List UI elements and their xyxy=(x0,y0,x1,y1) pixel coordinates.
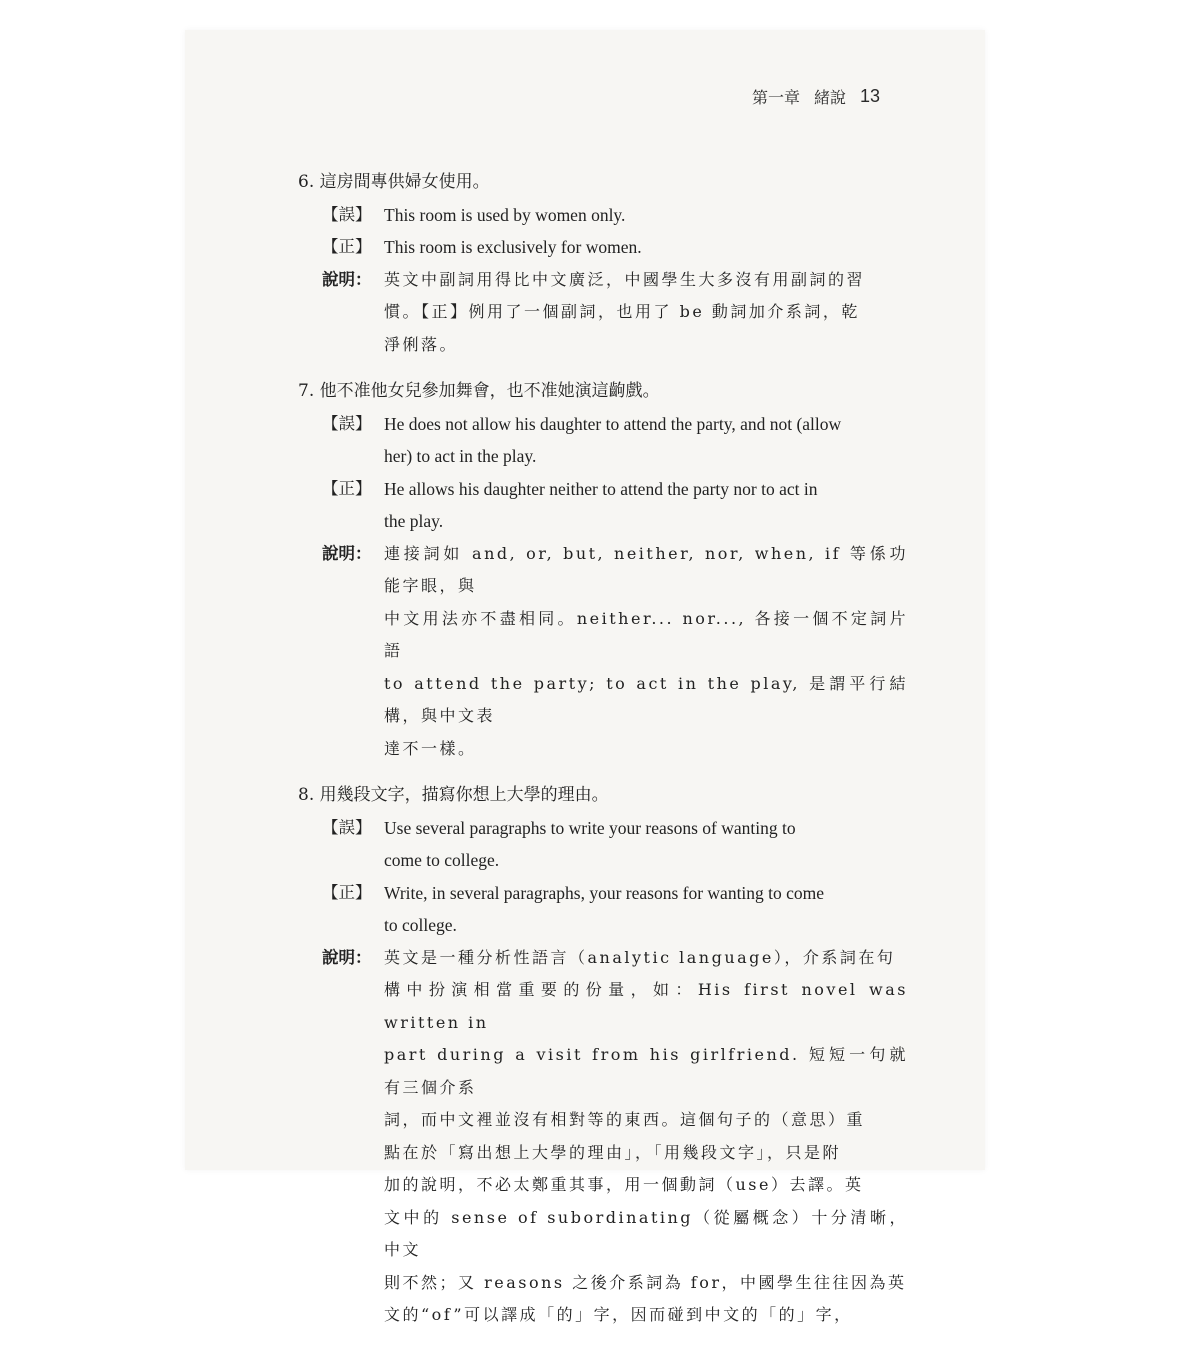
wrong-line: He does not allow his daughter to attend the party, and not (allow xyxy=(384,413,842,434)
right-line: He allows his daughter neither to attend the party nor to act in xyxy=(384,478,818,499)
explanation-line: 中文用法亦不盡相同。neither... nor..., 各接一個不定詞片語 xyxy=(384,608,908,660)
example-item-6 xyxy=(298,166,908,361)
wrong-example xyxy=(298,199,908,232)
wrong-label: 【誤】 xyxy=(322,204,372,224)
wrong-example xyxy=(298,408,908,473)
right-line: to college. xyxy=(384,915,457,935)
right-label: 【正】 xyxy=(322,478,372,498)
explanation-label: 說明： xyxy=(322,947,372,967)
explanation-line: 英文是一種分析性語言（analytic language），介系詞在句 xyxy=(384,947,896,967)
explanation-line: 則不然；又 reasons 之後介系詞為 for，中國學生往往因為英 xyxy=(384,1272,907,1292)
explanation-line: 文的“of”可以譯成「的」字，因而碰到中文的「的」字， xyxy=(384,1305,853,1324)
section-label: 緒說 xyxy=(814,87,847,107)
explanation-line: 連接詞如 and, or, but, neither, nor, when, if 等係功能字眼，與 xyxy=(384,543,908,595)
right-example xyxy=(298,877,908,942)
wrong-line: Use several paragraphs to write your reasons of wanting to xyxy=(384,817,796,838)
right-example xyxy=(298,231,908,264)
right-line: This room is exclusively for women. xyxy=(384,237,642,257)
right-label: 【正】 xyxy=(322,237,372,256)
wrong-example xyxy=(298,812,908,877)
explanation xyxy=(298,538,908,766)
explanation-line: 慣。【正】例用了一個副詞，也用了 be 動詞加介系詞，乾 xyxy=(384,302,860,321)
explanation-line: 英文中副詞用得比中文廣泛，中國學生大多沒有用副詞的習 xyxy=(384,269,866,289)
explanation-line: 加的說明，不必太鄭重其事，用一個動詞（use）去譯。英 xyxy=(384,1175,864,1194)
explanation-line: 文中的 sense of subordinating（從屬概念）十分清晰，中文 xyxy=(384,1207,908,1259)
explanation-line: 淨俐落。 xyxy=(384,334,459,354)
wrong-label: 【誤】 xyxy=(322,817,372,837)
wrong-line: her) to act in the play. xyxy=(384,446,537,466)
page-number: 13 xyxy=(860,85,881,106)
explanation-line: 點在於「寫出想上大學的理由」，「用幾段文字」，只是附 xyxy=(384,1142,842,1162)
explanation-line: 詞，而中文裡並沒有相對等的東西。這個句子的（意思）重 xyxy=(384,1110,866,1129)
example-item-7 xyxy=(298,375,908,765)
example-item-8 xyxy=(298,779,908,1332)
page-body xyxy=(298,166,908,1346)
explanation-line: part during a visit from his girlfriend. 短短一句就有三個介系 xyxy=(384,1045,908,1097)
example-title: 8. 用幾段文字，描寫你想上大學的理由。 xyxy=(298,785,609,805)
running-header xyxy=(752,82,912,110)
explanation-label: 說明： xyxy=(322,543,372,563)
wrong-line: This room is used by women only. xyxy=(384,204,626,225)
wrong-label: 【誤】 xyxy=(322,413,372,433)
explanation xyxy=(298,942,908,1332)
chapter-label: 第一章 xyxy=(752,87,801,107)
right-label: 【正】 xyxy=(322,882,372,902)
wrong-line: come to college. xyxy=(384,850,500,870)
right-example xyxy=(298,473,908,538)
example-title: 6. 這房間專供婦女使用。 xyxy=(298,172,490,192)
example-title: 7. 他不准他女兒參加舞會，也不准她演這齣戲。 xyxy=(298,381,660,401)
right-line: the play. xyxy=(384,511,444,531)
explanation-line: 構中扮演相當重要的份量，如：His first novel was written in xyxy=(384,980,908,1032)
right-line: Write, in several paragraphs, your reasons for wanting to come xyxy=(384,882,825,903)
explanation-label: 說明： xyxy=(322,269,372,289)
explanation-line: 達不一樣。 xyxy=(384,738,477,758)
explanation-line: to attend the party; to act in the play, 是謂平行結構，與中文表 xyxy=(384,673,908,725)
explanation xyxy=(298,264,908,362)
